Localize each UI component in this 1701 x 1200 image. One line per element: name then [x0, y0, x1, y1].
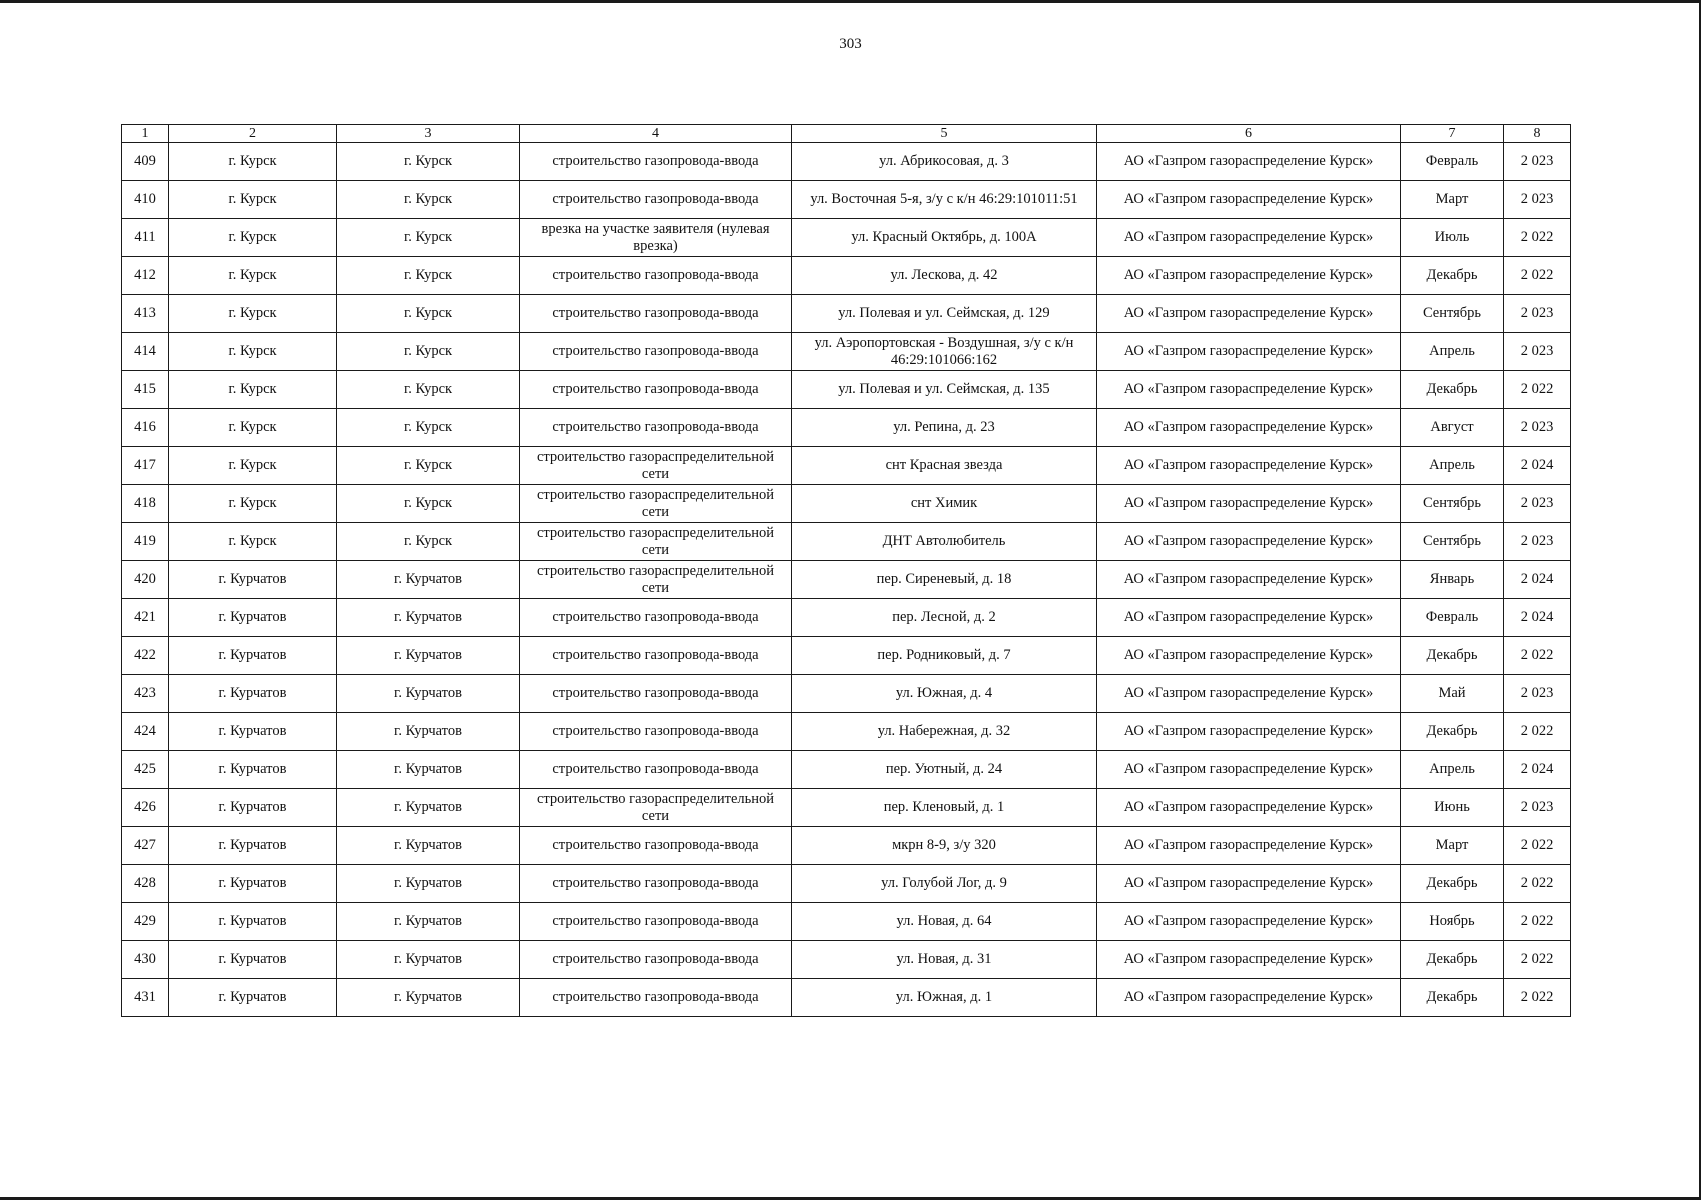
address-cell: ул. Полевая и ул. Сеймская, д. 135 — [792, 371, 1097, 409]
month-cell: Август — [1401, 409, 1504, 447]
row-number-cell: 415 — [122, 371, 169, 409]
organization-cell: АО «Газпром газораспределение Курск» — [1097, 409, 1401, 447]
municipality-cell: г. Курчатов — [169, 675, 337, 713]
year-cell: 2 023 — [1504, 675, 1571, 713]
municipality-cell: г. Курск — [169, 181, 337, 219]
organization-cell: АО «Газпром газораспределение Курск» — [1097, 371, 1401, 409]
row-number-cell: 413 — [122, 295, 169, 333]
municipality-cell: г. Курчатов — [169, 903, 337, 941]
table-row — [122, 219, 1571, 257]
address-cell: ул. Новая, д. 31 — [792, 941, 1097, 979]
table-row — [122, 143, 1571, 181]
scan-border-top — [0, 0, 1701, 3]
year-cell: 2 024 — [1504, 447, 1571, 485]
organization-cell: АО «Газпром газораспределение Курск» — [1097, 599, 1401, 637]
column-number: 4 — [520, 125, 792, 143]
year-cell: 2 024 — [1504, 751, 1571, 789]
row-number-cell: 427 — [122, 827, 169, 865]
column-number: 1 — [122, 125, 169, 143]
municipality-cell: г. Курск — [169, 257, 337, 295]
organization-cell: АО «Газпром газораспределение Курск» — [1097, 447, 1401, 485]
address-cell: ул. Аэропортовская - Воздушная, з/у с к/н 46:29:101066:162 — [792, 333, 1097, 371]
organization-cell: АО «Газпром газораспределение Курск» — [1097, 257, 1401, 295]
column-number: 3 — [337, 125, 520, 143]
table-row — [122, 181, 1571, 219]
municipality-cell: г. Курск — [169, 143, 337, 181]
settlement-cell: г. Курчатов — [337, 903, 520, 941]
row-number-cell: 423 — [122, 675, 169, 713]
year-cell: 2 022 — [1504, 257, 1571, 295]
settlement-cell: г. Курск — [337, 485, 520, 523]
address-cell: снт Химик — [792, 485, 1097, 523]
municipality-cell: г. Курск — [169, 485, 337, 523]
work-type-cell: строительство газопровода-ввода — [520, 257, 792, 295]
work-type-cell: строительство газораспределительной сети — [520, 523, 792, 561]
month-cell: Декабрь — [1401, 941, 1504, 979]
table-row — [122, 447, 1571, 485]
organization-cell: АО «Газпром газораспределение Курск» — [1097, 523, 1401, 561]
column-number: 6 — [1097, 125, 1401, 143]
table-row — [122, 409, 1571, 447]
year-cell: 2 023 — [1504, 295, 1571, 333]
organization-cell: АО «Газпром газораспределение Курск» — [1097, 903, 1401, 941]
year-cell: 2 023 — [1504, 181, 1571, 219]
month-cell: Декабрь — [1401, 257, 1504, 295]
address-cell: ул. Южная, д. 4 — [792, 675, 1097, 713]
page-number: 303 — [839, 36, 862, 52]
table-row — [122, 599, 1571, 637]
table-row — [122, 485, 1571, 523]
organization-cell: АО «Газпром газораспределение Курск» — [1097, 865, 1401, 903]
organization-cell: АО «Газпром газораспределение Курск» — [1097, 675, 1401, 713]
month-cell: Февраль — [1401, 599, 1504, 637]
work-type-cell: строительство газопровода-ввода — [520, 675, 792, 713]
municipality-cell: г. Курчатов — [169, 751, 337, 789]
settlement-cell: г. Курчатов — [337, 979, 520, 1017]
work-type-cell: строительство газопровода-ввода — [520, 371, 792, 409]
address-cell: ул. Полевая и ул. Сеймская, д. 129 — [792, 295, 1097, 333]
address-cell: ул. Красный Октябрь, д. 100А — [792, 219, 1097, 257]
year-cell: 2 023 — [1504, 485, 1571, 523]
column-number: 2 — [169, 125, 337, 143]
year-cell: 2 022 — [1504, 941, 1571, 979]
month-cell: Апрель — [1401, 447, 1504, 485]
settlement-cell: г. Курчатов — [337, 827, 520, 865]
month-cell: Декабрь — [1401, 713, 1504, 751]
work-type-cell: строительство газораспределительной сети — [520, 447, 792, 485]
settlement-cell: г. Курчатов — [337, 865, 520, 903]
address-cell: мкрн 8-9, з/у 320 — [792, 827, 1097, 865]
work-type-cell: строительство газопровода-ввода — [520, 865, 792, 903]
month-cell: Март — [1401, 827, 1504, 865]
work-type-cell: строительство газопровода-ввода — [520, 713, 792, 751]
table-row — [122, 523, 1571, 561]
row-number-cell: 412 — [122, 257, 169, 295]
address-cell: ул. Лескова, д. 42 — [792, 257, 1097, 295]
organization-cell: АО «Газпром газораспределение Курск» — [1097, 295, 1401, 333]
row-number-cell: 429 — [122, 903, 169, 941]
year-cell: 2 023 — [1504, 333, 1571, 371]
settlement-cell: г. Курчатов — [337, 789, 520, 827]
work-type-cell: строительство газопровода-ввода — [520, 751, 792, 789]
organization-cell: АО «Газпром газораспределение Курск» — [1097, 333, 1401, 371]
row-number-cell: 428 — [122, 865, 169, 903]
table-row — [122, 789, 1571, 827]
row-number-cell: 426 — [122, 789, 169, 827]
municipality-cell: г. Курчатов — [169, 713, 337, 751]
month-cell: Март — [1401, 181, 1504, 219]
row-number-cell: 418 — [122, 485, 169, 523]
work-type-cell: врезка на участке заявителя (нулевая врезка) — [520, 219, 792, 257]
row-number-cell: 431 — [122, 979, 169, 1017]
municipality-cell: г. Курск — [169, 333, 337, 371]
settlement-cell: г. Курск — [337, 371, 520, 409]
address-cell: ул. Южная, д. 1 — [792, 979, 1097, 1017]
column-number-row — [122, 125, 1571, 143]
year-cell: 2 022 — [1504, 219, 1571, 257]
row-number-cell: 416 — [122, 409, 169, 447]
address-cell: ул. Новая, д. 64 — [792, 903, 1097, 941]
work-type-cell: строительство газораспределительной сети — [520, 485, 792, 523]
table-row — [122, 751, 1571, 789]
work-type-cell: строительство газораспределительной сети — [520, 789, 792, 827]
address-cell: ул. Голубой Лог, д. 9 — [792, 865, 1097, 903]
table-row — [122, 675, 1571, 713]
organization-cell: АО «Газпром газораспределение Курск» — [1097, 979, 1401, 1017]
work-type-cell: строительство газопровода-ввода — [520, 599, 792, 637]
column-number: 5 — [792, 125, 1097, 143]
row-number-cell: 422 — [122, 637, 169, 675]
table-row — [122, 827, 1571, 865]
table-row — [122, 371, 1571, 409]
address-cell: ДНТ Автолюбитель — [792, 523, 1097, 561]
month-cell: Июнь — [1401, 789, 1504, 827]
table-row — [122, 333, 1571, 371]
municipality-cell: г. Курск — [169, 447, 337, 485]
settlement-cell: г. Курчатов — [337, 675, 520, 713]
table-body — [122, 125, 1571, 1017]
municipality-cell: г. Курск — [169, 371, 337, 409]
work-type-cell: строительство газопровода-ввода — [520, 295, 792, 333]
row-number-cell: 417 — [122, 447, 169, 485]
work-type-cell: строительство газопровода-ввода — [520, 181, 792, 219]
address-cell: ул. Набережная, д. 32 — [792, 713, 1097, 751]
work-type-cell: строительство газопровода-ввода — [520, 903, 792, 941]
month-cell: Май — [1401, 675, 1504, 713]
table-row — [122, 637, 1571, 675]
row-number-cell: 420 — [122, 561, 169, 599]
work-type-cell: строительство газораспределительной сети — [520, 561, 792, 599]
year-cell: 2 023 — [1504, 409, 1571, 447]
municipality-cell: г. Курск — [169, 523, 337, 561]
year-cell: 2 022 — [1504, 979, 1571, 1017]
table-row — [122, 941, 1571, 979]
gasification-table — [121, 124, 1571, 1017]
organization-cell: АО «Газпром газораспределение Курск» — [1097, 827, 1401, 865]
month-cell: Декабрь — [1401, 979, 1504, 1017]
address-cell: пер. Уютный, д. 24 — [792, 751, 1097, 789]
organization-cell: АО «Газпром газораспределение Курск» — [1097, 181, 1401, 219]
organization-cell: АО «Газпром газораспределение Курск» — [1097, 561, 1401, 599]
month-cell: Сентябрь — [1401, 523, 1504, 561]
month-cell: Сентябрь — [1401, 295, 1504, 333]
row-number-cell: 424 — [122, 713, 169, 751]
address-cell: снт Красная звезда — [792, 447, 1097, 485]
organization-cell: АО «Газпром газораспределение Курск» — [1097, 143, 1401, 181]
settlement-cell: г. Курск — [337, 143, 520, 181]
work-type-cell: строительство газопровода-ввода — [520, 333, 792, 371]
year-cell: 2 022 — [1504, 903, 1571, 941]
municipality-cell: г. Курчатов — [169, 979, 337, 1017]
address-cell: пер. Родниковый, д. 7 — [792, 637, 1097, 675]
settlement-cell: г. Курск — [337, 333, 520, 371]
table-row — [122, 561, 1571, 599]
organization-cell: АО «Газпром газораспределение Курск» — [1097, 941, 1401, 979]
table-row — [122, 979, 1571, 1017]
settlement-cell: г. Курчатов — [337, 599, 520, 637]
year-cell: 2 022 — [1504, 637, 1571, 675]
year-cell: 2 022 — [1504, 865, 1571, 903]
organization-cell: АО «Газпром газораспределение Курск» — [1097, 713, 1401, 751]
work-type-cell: строительство газопровода-ввода — [520, 941, 792, 979]
month-cell: Декабрь — [1401, 637, 1504, 675]
column-number: 7 — [1401, 125, 1504, 143]
municipality-cell: г. Курск — [169, 219, 337, 257]
month-cell: Ноябрь — [1401, 903, 1504, 941]
settlement-cell: г. Курск — [337, 181, 520, 219]
municipality-cell: г. Курск — [169, 409, 337, 447]
municipality-cell: г. Курчатов — [169, 827, 337, 865]
work-type-cell: строительство газопровода-ввода — [520, 409, 792, 447]
work-type-cell: строительство газопровода-ввода — [520, 979, 792, 1017]
address-cell: пер. Сиреневый, д. 18 — [792, 561, 1097, 599]
municipality-cell: г. Курск — [169, 295, 337, 333]
year-cell: 2 024 — [1504, 599, 1571, 637]
month-cell: Апрель — [1401, 333, 1504, 371]
address-cell: ул. Репина, д. 23 — [792, 409, 1097, 447]
table-row — [122, 295, 1571, 333]
work-type-cell: строительство газопровода-ввода — [520, 143, 792, 181]
settlement-cell: г. Курчатов — [337, 751, 520, 789]
row-number-cell: 425 — [122, 751, 169, 789]
municipality-cell: г. Курчатов — [169, 941, 337, 979]
year-cell: 2 024 — [1504, 561, 1571, 599]
row-number-cell: 409 — [122, 143, 169, 181]
municipality-cell: г. Курчатов — [169, 789, 337, 827]
year-cell: 2 022 — [1504, 827, 1571, 865]
year-cell: 2 023 — [1504, 143, 1571, 181]
table-row — [122, 713, 1571, 751]
organization-cell: АО «Газпром газораспределение Курск» — [1097, 751, 1401, 789]
table-row — [122, 865, 1571, 903]
month-cell: Февраль — [1401, 143, 1504, 181]
table-row — [122, 903, 1571, 941]
row-number-cell: 419 — [122, 523, 169, 561]
month-cell: Июль — [1401, 219, 1504, 257]
column-number: 8 — [1504, 125, 1571, 143]
row-number-cell: 421 — [122, 599, 169, 637]
settlement-cell: г. Курск — [337, 447, 520, 485]
year-cell: 2 022 — [1504, 371, 1571, 409]
work-type-cell: строительство газопровода-ввода — [520, 637, 792, 675]
address-cell: пер. Лесной, д. 2 — [792, 599, 1097, 637]
settlement-cell: г. Курск — [337, 257, 520, 295]
settlement-cell: г. Курск — [337, 409, 520, 447]
organization-cell: АО «Газпром газораспределение Курск» — [1097, 637, 1401, 675]
month-cell: Декабрь — [1401, 865, 1504, 903]
settlement-cell: г. Курчатов — [337, 637, 520, 675]
settlement-cell: г. Курск — [337, 295, 520, 333]
row-number-cell: 414 — [122, 333, 169, 371]
settlement-cell: г. Курчатов — [337, 941, 520, 979]
year-cell: 2 022 — [1504, 713, 1571, 751]
municipality-cell: г. Курчатов — [169, 637, 337, 675]
organization-cell: АО «Газпром газораспределение Курск» — [1097, 219, 1401, 257]
organization-cell: АО «Газпром газораспределение Курск» — [1097, 485, 1401, 523]
settlement-cell: г. Курчатов — [337, 561, 520, 599]
row-number-cell: 410 — [122, 181, 169, 219]
work-type-cell: строительство газопровода-ввода — [520, 827, 792, 865]
month-cell: Декабрь — [1401, 371, 1504, 409]
organization-cell: АО «Газпром газораспределение Курск» — [1097, 789, 1401, 827]
municipality-cell: г. Курчатов — [169, 599, 337, 637]
municipality-cell: г. Курчатов — [169, 561, 337, 599]
settlement-cell: г. Курск — [337, 523, 520, 561]
month-cell: Сентябрь — [1401, 485, 1504, 523]
year-cell: 2 023 — [1504, 523, 1571, 561]
address-cell: ул. Абрикосовая, д. 3 — [792, 143, 1097, 181]
month-cell: Апрель — [1401, 751, 1504, 789]
address-cell: пер. Кленовый, д. 1 — [792, 789, 1097, 827]
year-cell: 2 023 — [1504, 789, 1571, 827]
table-row — [122, 257, 1571, 295]
row-number-cell: 411 — [122, 219, 169, 257]
settlement-cell: г. Курск — [337, 219, 520, 257]
row-number-cell: 430 — [122, 941, 169, 979]
settlement-cell: г. Курчатов — [337, 713, 520, 751]
address-cell: ул. Восточная 5-я, з/у с к/н 46:29:101011:51 — [792, 181, 1097, 219]
month-cell: Январь — [1401, 561, 1504, 599]
municipality-cell: г. Курчатов — [169, 865, 337, 903]
